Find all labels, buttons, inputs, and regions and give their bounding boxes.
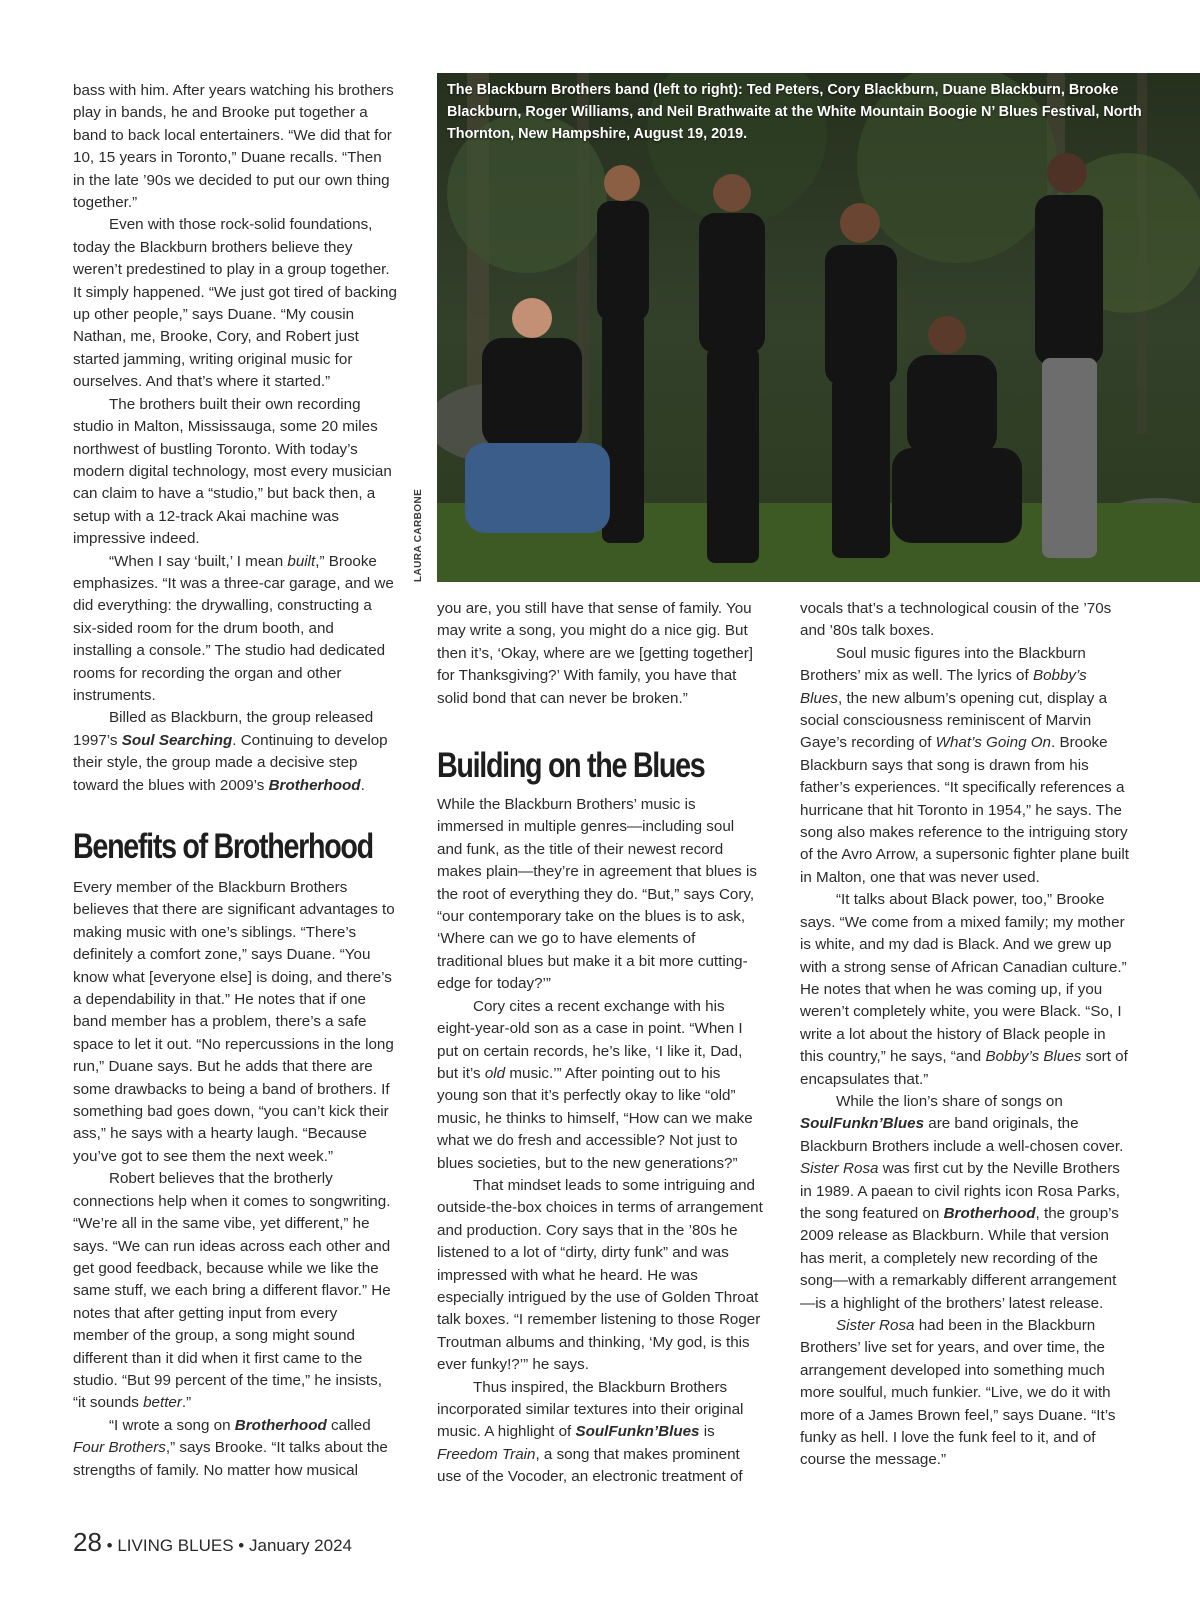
paragraph: vocals that’s a technological cousin of the ’70s and ’80s talk boxes. bbox=[800, 600, 1112, 640]
photo-caption: The Blackburn Brothers band (left to right): Ted Peters, Cory Blackburn, Duane Blackburn, Brooke Blackburn, Roger Williams, and Neil Brathwaite at the White Mountain Boogie N’ Blues Festival, North Thornton, New Hampshire, August 19, 2019. bbox=[447, 82, 1142, 142]
paragraph: Every member of the Blackburn Brothers believes that there are significant advantages to making music with one’s siblings. “There’s definitely a comfort zone,” says Duane. “You know what [everyone else] is doing, and there’s a dependability in that.” He notes that if one band member has a problem, there’s a safe space to let it out. “No repercussions in the long run,” Duane says. But he adds that there are some drawbacks to being a band of brothers. If something bad goes down, “you can’t kick their ass,” he says with a hearty laugh. “Because you’ve got to see them the next week.” bbox=[73, 879, 395, 1165]
paragraph: “When I say ‘built,’ I mean built,” Brooke emphasizes. “It was a three-car garage, and we did everything: the drywalling, constructing a six-sided room for the drum booth, and installing a console.” The studio had dedicated rooms for recording the organ and other instruments. bbox=[73, 552, 394, 704]
band-photo-image bbox=[437, 73, 1200, 582]
paragraph: The brothers built their own recording studio in Malton, Mississauga, some 20 miles northwest of bustling Toronto. With today’s modern digital technology, most every musician can claim to have a “studio,” but back then, a setup with a 12-track Akai machine was impressive indeed. bbox=[73, 395, 392, 548]
paragraph: you are, you still have that sense of family. You may write a song, you might do a nice gig. But then it’s, ‘Okay, where are we [getting together] for Thanksgiving?’ With family, you have that solid bond that can never be broken.” bbox=[437, 600, 754, 707]
article-column-middle bbox=[437, 598, 763, 1489]
article-column-right bbox=[800, 598, 1130, 1472]
section-heading: Benefits of Brotherhood bbox=[73, 827, 373, 866]
issue-date: January 2024 bbox=[248, 1536, 353, 1555]
band-photo bbox=[437, 73, 1200, 582]
page-number: 28 bbox=[73, 1527, 102, 1557]
paragraph: bass with him. After years watching his brothers play in bands, he and Brooke put together a band to back local entertainers. “We did that for 10, 15 years in Toronto,” Duane recalls. “Then in the late ’90s we decided to put our own thing together.” bbox=[73, 82, 394, 212]
paragraph: Robert believes that the brotherly connections help when it comes to songwriting. “We’re all in the same vibe, yet different,” he says. “We can run ideas across each other and get good feedback, because while we like the same stuff, we each bring a different flavor.” He notes that after getting input from every member of the group, a song might sound different than it did when it first came to the studio. “But 99 percent of the time,” he insists, “it sounds better.” bbox=[73, 1170, 391, 1412]
paragraph: Cory cites a recent exchange with his eight-year-old son as a case in point. “When I put on certain records, he’s like, ‘I like it, Dad, but it’s old music.’” After pointing out to his young son that it’s perfectly okay to like “old” music, he thinks to himself, “How can we make what we do fresh and accessible? Not just to blues societies, but to the new generations?” bbox=[437, 997, 753, 1172]
footer-separator: • bbox=[238, 1536, 245, 1555]
paragraph: While the Blackburn Brothers’ music is immersed in multiple genres—including soul and funk, as the title of their newest record makes plain—they’re in agreement that blues is the root of everything they do. “But,” says Cory, “our contemporary take on the blues is to ask, ‘Where can we go to have elements of traditional blues but make it a bit more cutting-edge for today?’” bbox=[437, 796, 757, 993]
paragraph: “I wrote a song on Brotherhood called Four Brothers,” says Brooke. “It talks about the strengths of family. No matter how musical bbox=[73, 1416, 388, 1479]
paragraph: “It talks about Black power, too,” Brooke says. “We come from a mixed family; my mother is white, and my dad is Black. And we grew up with a strong sense of African Canadian culture.” He notes that when he was coming up, if you weren’t completely white, you were Black. “So, I write a lot about the history of Black people in this country,” he says, “and Bobby’s Blues sort of encapsulates that.” bbox=[800, 891, 1128, 1088]
paragraph: Sister Rosa had been in the Blackburn Brothers’ live set for years, and over time, the arrangement developed into something much more soulful, much funkier. “Live, we do it with more of a James Brown feel,” says Duane. “It’s funky as hell. I love the funk feel to it, and of course the message.” bbox=[800, 1317, 1116, 1469]
paragraph: Billed as Blackburn, the group released 1997’s Soul Searching. Continuing to develop their style, the group made a decisive step toward the blues with 2009’s Brotherhood. bbox=[73, 709, 388, 794]
section-heading: Building on the Blues bbox=[437, 746, 705, 786]
photo-credit: LAURA CARBONE bbox=[413, 488, 424, 582]
paragraph: While the lion’s share of songs on SoulFunkn’Blues are band originals, the Blackburn Brothers include a well-chosen cover. Sister Rosa was first cut by the Neville Brothers in 1989. A paean to civil rights icon Rosa Parks, the song featured on Brotherhood, the group’s 2009 release as Blackburn. While that version has merit, a completely new recording of the song—with a remarkably different arrangement—is a highlight of the brothers’ latest release. bbox=[800, 1092, 1124, 1312]
paragraph: Soul music figures into the Blackburn Brothers’ mix as well. The lyrics of Bobby’s Blues, the new album’s opening cut, display a social consciousness reminiscent of Marvin Gaye’s recording of What’s Going On. Brooke Blackburn says that song is drawn from his father’s experiences. “It specifically references a hurricane that hit Toronto in 1954,” he says. The song also makes reference to the intriguing story of the Avro Arrow, a supersonic fighter plane built in Malton, one that was never used. bbox=[800, 644, 1129, 886]
paragraph: That mindset leads to some intriguing and outside-the-box choices in terms of arrangement and production. Cory says that in the ’80s he listened to a lot of “dirty, dirty funk” and was impressed with what he heard. He was especially intrigued by the use of Golden Throat talk boxes. “I remember listening to those Roger Troutman albums and thinking, ‘My god, is this ever funky!?’” he says. bbox=[437, 1176, 763, 1374]
paragraph: Thus inspired, the Blackburn Brothers incorporated similar textures into their original music. A highlight of SoulFunkn’Blues is Freedom Train, a song that makes prominent use of the Vocoder, an electronic treatment of bbox=[437, 1378, 744, 1486]
footer-separator: • bbox=[106, 1536, 113, 1555]
paragraph: Even with those rock-solid foundations, today the Blackburn brothers believe they weren’t predestined to play in a group together. It simply happened. “We just got tired of backing up other people,” says Duane. “My cousin Nathan, me, Brooke, Cory, and Robert just started jamming, writing original music for ourselves. And that’s where it started.” bbox=[73, 216, 397, 391]
magazine-name: LIVING BLUES bbox=[117, 1536, 234, 1555]
page-footer bbox=[73, 1527, 352, 1558]
article-column-left bbox=[73, 80, 397, 1482]
